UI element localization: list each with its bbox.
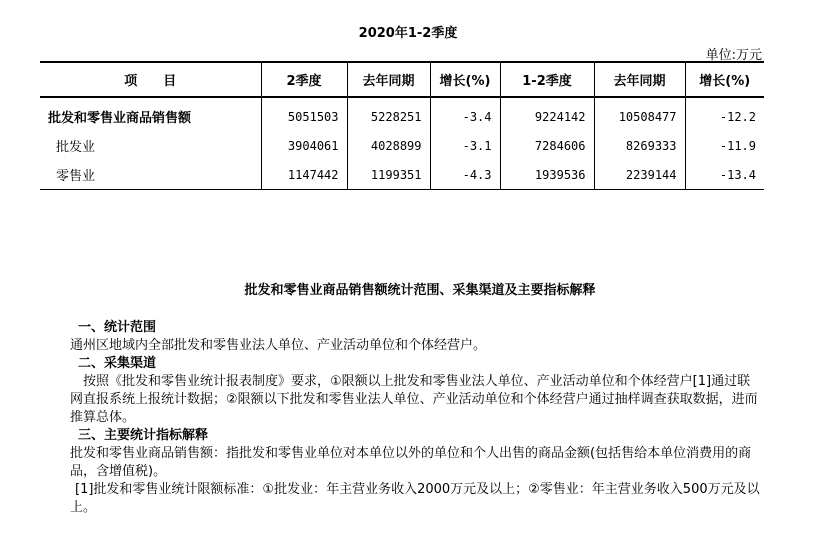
cell-value: -11.9 <box>685 131 764 160</box>
cell-value: 1147442 <box>261 160 347 190</box>
cell-value: -3.4 <box>430 97 500 131</box>
row-label: 批发和零售业商品销售额 <box>48 111 192 126</box>
header-q2-growth: 增长(%) <box>430 62 500 97</box>
cell-value: 5228251 <box>347 97 430 131</box>
cell-value: 3904061 <box>261 131 347 160</box>
section-text-indicators: 批发和零售业商品销售额：指批发和零售业单位对本单位以外的单位和个人出售的商品金额(包括售给本单位消费用的商品，含增值税)。 <box>70 446 752 479</box>
cell-value: 4028899 <box>347 131 430 160</box>
header-q2: 2季度 <box>261 62 347 97</box>
cell-value: -3.1 <box>430 131 500 160</box>
section-heading-scope: 一、统计范围 <box>78 320 157 335</box>
notes-title: 批发和零售业商品销售额统计范围、采集渠道及主要指标解释 <box>244 283 596 298</box>
row-label: 零售业 <box>40 160 261 190</box>
header-q1-2-last-year: 去年同期 <box>594 62 685 97</box>
section-text-channels: 按照《批发和零售业统计报表制度》要求，①限额以上批发和零售业法人单位、产业活动单位和个体经营户[1]通过联网直报系统上报统计数据；②限额以下批发和零售业法人单位、产业活动单位和个体经营户通过抽样调查获取数据，进而推算总体。 <box>70 374 758 425</box>
header-item: 项 目 <box>40 62 261 97</box>
row-label: 批发业 <box>56 140 96 155</box>
section-heading-channels: 二、采集渠道 <box>78 356 157 371</box>
cell-value: 9224142 <box>500 97 594 131</box>
cell-value: 1939536 <box>500 160 594 190</box>
section-text-scope: 通州区地域内全部批发和零售业法人单位、产业活动单位和个体经营户。 <box>70 338 487 353</box>
cell-value: 2239144 <box>594 160 685 190</box>
cell-value: 8269333 <box>594 131 685 160</box>
report-title: 2020年1-2季度 <box>358 26 458 41</box>
cell-value: 10508477 <box>594 97 685 131</box>
table-row <box>40 160 764 190</box>
section-heading-indicators: 三、主要统计指标解释 <box>78 428 209 443</box>
cell-value: -4.3 <box>430 160 500 190</box>
unit-label: 单位:万元 <box>705 48 762 63</box>
cell-value: 7284606 <box>500 131 594 160</box>
cell-value: -13.4 <box>685 160 764 190</box>
table-row <box>40 97 764 131</box>
notes-section <box>70 282 760 517</box>
cell-value: 5051503 <box>261 97 347 131</box>
table-header-row <box>40 62 764 97</box>
header-q1-2: 1-2季度 <box>500 62 594 97</box>
header-q2-last-year: 去年同期 <box>347 62 430 97</box>
cell-value: 1199351 <box>347 160 430 190</box>
sales-table <box>40 61 764 190</box>
cell-value: -12.2 <box>685 97 764 131</box>
header-q1-2-growth: 增长(%) <box>685 62 764 97</box>
table-row <box>40 131 764 160</box>
section-text-footnote: [1]批发和零售业统计限额标准：①批发业：年主营业务收入2000万元及以上；②零售业：年主营业务收入500万元及以上。 <box>70 482 760 515</box>
